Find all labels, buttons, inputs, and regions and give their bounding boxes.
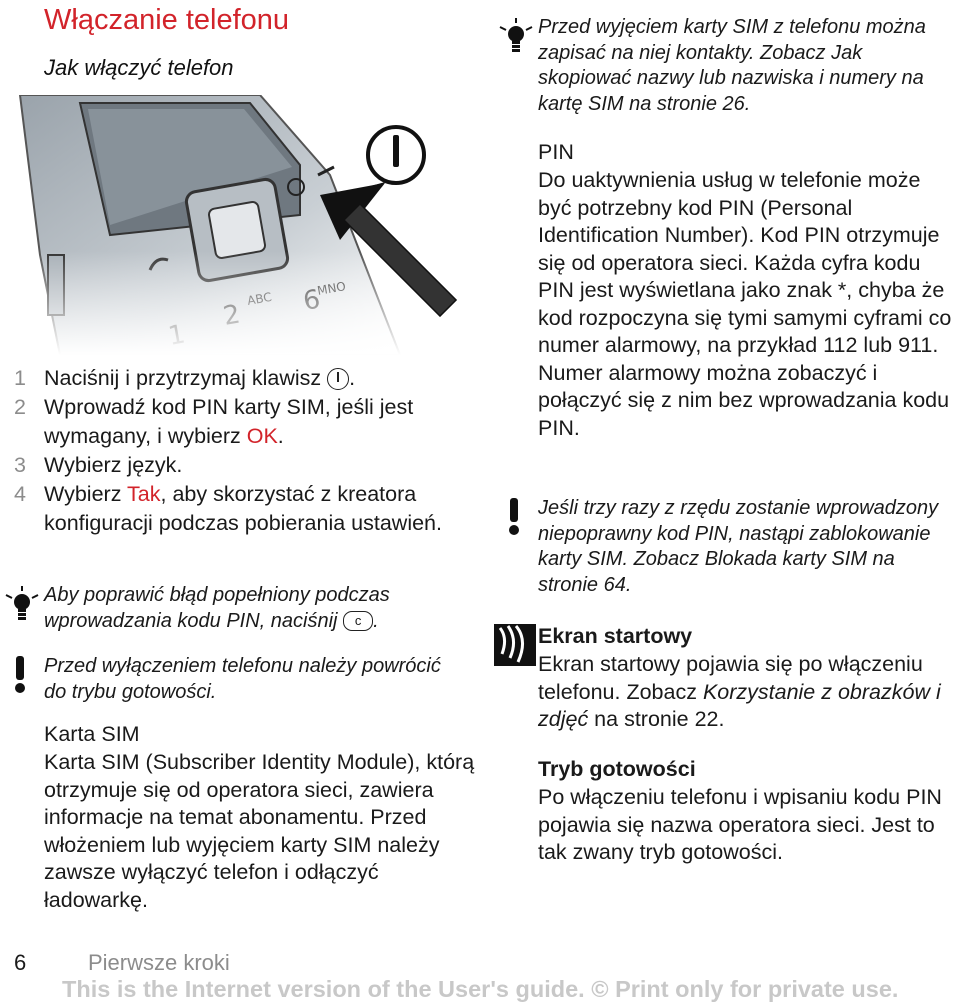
page-number: 6 xyxy=(14,950,27,975)
exclamation-icon xyxy=(0,654,44,705)
exclamation-icon xyxy=(494,496,538,598)
warning-note-right: Jeśli trzy razy z rzędu zostanie wprowadzony niepoprawny kod PIN, nastąpi zablokowanie karty SIM. Zobacz Blokada karty SIM na stronie 64. xyxy=(494,496,960,598)
pin-heading: PIN xyxy=(538,140,574,164)
sim-section xyxy=(44,720,484,914)
watermark: This is the Internet version of the User's guide. © Print only for private use. xyxy=(62,976,899,1002)
warning-note: Przed wyłączeniem telefonu należy powrócić do trybu gotowości. xyxy=(0,654,470,705)
page-title: Włączanie telefonu xyxy=(44,4,290,36)
standby-section xyxy=(538,755,958,867)
c-key-icon: c xyxy=(343,611,373,631)
sim-body: Karta SIM (Subscriber Identity Module), którą otrzymuje się od operatora sieci, zawiera informacje na temat abonamentu. Przed włożeniem lub wyjęciem karty SIM należy zawsze wyłączyć telefon i odłączyć ładowarkę. xyxy=(44,750,475,912)
section-subtitle: Jak włączyć telefon xyxy=(44,55,234,80)
speech-bubble-icon xyxy=(494,624,536,666)
tip-note: Aby poprawić błąd popełniony podczas wprowadzania kodu PIN, naciśnij c . xyxy=(0,583,470,634)
home-heading: Ekran startowy xyxy=(538,624,693,648)
sim-heading: Karta SIM xyxy=(44,722,140,746)
home-body: Ekran startowy pojawia się po włączeniu telefonu. Zobacz Korzystanie z obrazków i zdjęć na stronie 22. xyxy=(538,652,941,731)
section-name: Pierwsze kroki xyxy=(88,950,230,975)
lightbulb-icon xyxy=(494,15,538,117)
pin-body: Do uaktywnienia usług w telefonie może być potrzebny kod PIN (Personal Identification Number). Kod PIN otrzymuje się od operatora sieci. Każda cyfra kodu PIN jest wyświetlana jako znak *, chyba że kod rozpoczyna się tymi samymi cyframi co numer alarmowy, na przykład 112 lub 911. Numer alarmowy można zobaczyć i połączyć się z nim bez wprowadzania kodu PIN. xyxy=(538,168,952,440)
standby-body: Po włączeniu telefonu i wpisaniu kodu PIN pojawia się nazwa operatora sieci. Jest to tak zwany tryb gotowości. xyxy=(538,785,942,864)
list-item: 2 Wprowadź kod PIN karty SIM, jeśli jest wymagany, i wybierz OK. xyxy=(14,395,414,448)
list-item: 4 Wybierz Tak, aby skorzystać z kreatora konfiguracji podczas pobierania ustawień. xyxy=(14,482,442,535)
pin-section xyxy=(538,138,958,442)
home-section xyxy=(538,622,958,734)
steps-list xyxy=(14,364,474,538)
power-key-icon xyxy=(327,368,349,390)
tip-note-right: Przed wyjęciem karty SIM z telefonu można zapisać na niej kontakty. Zobacz Jak skopiować nazwy lub nazwiska i numery na kartę SIM na stronie 26. xyxy=(494,15,960,117)
list-item: 1 Naciśnij i przytrzymaj klawisz . xyxy=(14,366,356,390)
lightbulb-icon xyxy=(0,583,44,634)
standby-heading: Tryb gotowości xyxy=(538,757,696,781)
list-item: 3 Wybierz język. xyxy=(14,453,183,477)
phone-illustration xyxy=(0,95,470,355)
